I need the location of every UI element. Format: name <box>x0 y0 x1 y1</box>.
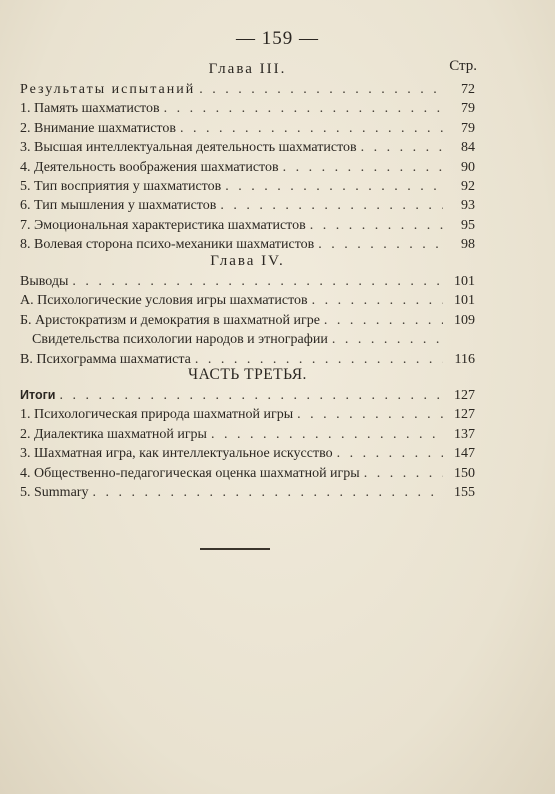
toc-entry <box>20 99 475 118</box>
toc-entry-label: 4. Общественно-педагогическая оценка шахматной игры <box>20 465 360 481</box>
toc-entry <box>20 464 475 483</box>
toc-entry <box>20 386 475 405</box>
toc-entry-page: 92 <box>461 178 475 194</box>
toc-entry-label: Б. Аристократизм и демократия в шахматной игре <box>20 312 320 328</box>
dot-leader <box>220 196 443 215</box>
toc-entry-page: 84 <box>461 140 475 156</box>
dot-leader <box>310 216 443 235</box>
dot-leader <box>361 138 443 157</box>
toc-entry <box>20 444 475 463</box>
toc-entry-label: 2. Диалектика шахматной игры <box>20 426 207 442</box>
toc-entry-label: 1. Психологическая природа шахматной игры <box>20 407 294 423</box>
toc-entry-page: 72 <box>461 82 475 97</box>
toc-entry-label: А. Психологические условия игры шахматистов <box>20 293 308 309</box>
toc-entry-page: 79 <box>461 120 475 136</box>
toc-entry-page: 137 <box>454 426 475 442</box>
toc-entry <box>20 138 475 157</box>
dot-leader <box>337 444 443 463</box>
closing-rule <box>200 548 270 550</box>
dot-leader <box>92 483 443 502</box>
toc-entry <box>20 330 475 349</box>
toc-section-chapter-3 <box>20 58 475 255</box>
toc-entry-page: 127 <box>454 407 475 423</box>
toc-entry-label: 4. Деятельность воображения шахматистов <box>20 159 279 175</box>
dot-leader <box>283 158 443 177</box>
dot-leader <box>180 119 443 138</box>
dot-leader <box>59 386 443 405</box>
toc-entry-page: 101 <box>454 274 475 289</box>
toc-entry <box>20 311 475 330</box>
toc-entry <box>20 119 475 138</box>
toc-entry-label: 3. Высшая интеллектуальная деятельность шахматистов <box>20 140 357 156</box>
toc-entry <box>20 272 475 291</box>
toc-entry <box>20 483 475 502</box>
toc-entry-label: 3. Шахматная игра, как интеллектуальное искусство <box>20 446 333 462</box>
toc-section-chapter-4 <box>20 250 475 369</box>
toc-entry-page: 95 <box>461 217 475 233</box>
dot-leader <box>225 177 443 196</box>
toc-entry <box>20 177 475 196</box>
toc-entry <box>20 80 475 99</box>
toc-entry <box>20 216 475 235</box>
toc-entry-page: 150 <box>454 465 475 481</box>
dot-leader <box>199 80 443 99</box>
section-title: Глава III. <box>208 61 287 77</box>
page-number: — 159 — <box>236 28 319 49</box>
toc-entry-page: 90 <box>461 159 475 175</box>
dot-leader <box>297 405 443 424</box>
toc-entry <box>20 405 475 424</box>
dot-leader <box>72 272 443 291</box>
toc-entry <box>20 158 475 177</box>
dot-leader <box>164 99 443 118</box>
toc-entry-label: 5. Тип восприятия у шахматистов <box>20 178 222 194</box>
toc-entry-page: 109 <box>454 312 475 328</box>
toc-entry-label: Свидетельства психологии народов и этнографии <box>32 332 328 348</box>
toc-entry-page: 147 <box>454 446 475 462</box>
toc-entry-page: 155 <box>454 484 475 500</box>
toc-entry-page: 93 <box>461 198 475 214</box>
toc-entry-page: 127 <box>454 388 475 403</box>
toc-entry-page: 116 <box>454 351 475 367</box>
toc-entry-label: 7. Эмоциональная характеристика шахматистов <box>20 217 306 233</box>
toc-entry-label: 1. Память шахматистов <box>20 101 160 117</box>
section-title: ЧАСТЬ ТРЕТЬЯ. <box>188 366 307 383</box>
toc-entry-label: 5. Summary <box>20 484 89 500</box>
toc-entry-label: Результаты испытаний <box>20 82 196 97</box>
section-title: Глава IV. <box>210 253 285 269</box>
toc-entry-page: 101 <box>454 293 475 309</box>
toc-entry-label: В. Психограмма шахматиста <box>20 351 191 367</box>
toc-entry-label: 6. Тип мышления у шахматистов <box>20 198 217 214</box>
toc-entry-label: 8. Волевая сторона психо-механики шахматистов <box>20 237 315 253</box>
dot-leader <box>211 425 443 444</box>
toc-entry <box>20 291 475 310</box>
toc-entry <box>20 425 475 444</box>
toc-section-part-3 <box>20 364 475 502</box>
toc-entry <box>20 196 475 215</box>
dot-leader <box>364 464 443 483</box>
toc-entry-page: 98 <box>461 237 475 253</box>
toc-entry-label: Выводы <box>20 274 69 289</box>
dot-leader <box>324 311 443 330</box>
toc-entry-label: 2. Внимание шахматистов <box>20 120 176 136</box>
dot-leader <box>332 330 443 349</box>
toc-entry-label: Итоги <box>20 388 56 402</box>
page-column-header: Стр. <box>449 58 477 74</box>
dot-leader <box>312 291 443 310</box>
toc-entry-page: 79 <box>461 101 475 117</box>
